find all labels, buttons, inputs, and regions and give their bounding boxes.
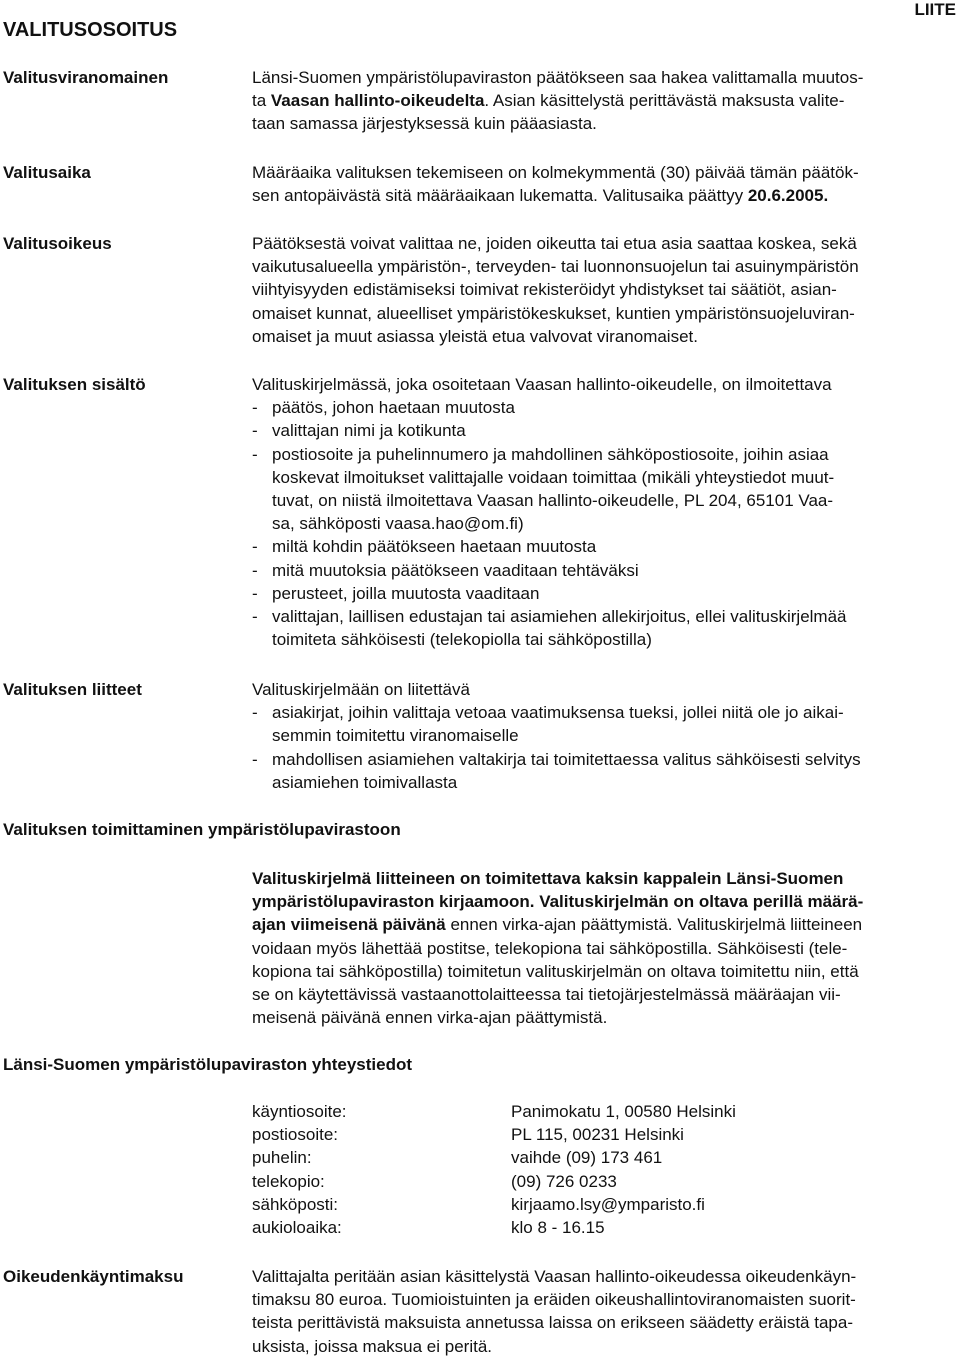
document-title: VALITUSOSOITUS [3,19,178,41]
text-line: ympäristölupaviraston kirjaamoon. Valituskirjelmän on oltava perillä määrä- [252,892,864,912]
label-valitusoikeus: Valitusoikeus [3,234,112,253]
text-line: meisenä päivänä ennen virka-ajan päättymistä. [252,1008,608,1028]
list-item: - postiosoite ja puhelinnumero ja mahdollinen sähköpostiosoite, joihin asiaa [252,444,829,464]
label-valituksen-sisalto: Valituksen sisältö [3,375,146,394]
list-item-continuation: tuvat, on niistä ilmoitettava Vaasan hallinto-oikeudelle, PL 204, 65101 Vaa- [272,490,834,510]
text-valitusviranomainen [252,66,960,136]
authority-name: Vaasan hallinto-oikeudelta [270,91,485,111]
text-line: taan samassa järjestyksessä kuin pääasiasta. [252,114,597,134]
list-item: - asiakirjat, joihin valittaja vetoaa vaatimuksensa tueksi, jollei niitä ole jo aikai- [252,703,844,723]
list-item-continuation: toimiteta sähköisesti (telekopiolla tai sähköpostilla) [272,630,652,650]
contact-table [252,1100,852,1239]
deadline-date: 20.6.2005. [747,186,829,206]
label-valituksen-liitteet: Valituksen liitteet [3,680,142,699]
text-line: Määräaika valituksen tekemiseen on kolmekymmentä (30) päivää tämän päätök- [252,163,859,182]
text-line: Valittajalta peritään asian käsittelystä Vaasan hallinto-oikeudessa oikeudenkäyn- [252,1267,857,1286]
text-valitusaika [252,161,960,207]
text-line: kopiona tai sähköpostilla) toimitetun valituskirjelmän on oltava toimitettu niin, että [252,961,859,981]
text-line: Valituskirjelmä liitteineen on toimitettava kaksin kappalein Länsi-Suomen [252,869,844,888]
text-oikeudenkayntimaksu [252,1265,960,1358]
label-valitusaika: Valitusaika [3,163,91,182]
heading-toimittaminen: Valituksen toimittaminen ympäristölupavirastoon [3,820,401,839]
text-line: ajan viimeisenä päivänä ennen virka-ajan päättymistä. Valituskirjelmä liitteineen [252,915,863,935]
list-item-continuation: koskevat ilmoitukset valittajalle voidaan toimittaa (mikäli yhteystiedot muut- [272,467,835,487]
text-line: ta Vaasan hallinto-oikeudelta. Asian käsittelystä perittävästä maksusta valite- [252,91,845,111]
list-item-continuation: semmin toimitettu viranomaiselle [272,726,519,746]
text-line: vaikutusalueella ympäristön-, terveyden- tai luonnonsuojelun tai asuinympäristön [252,257,859,277]
text-line: omaiset ja muut asiassa yleistä etua valvovat viranomaiset. [252,326,698,346]
list-item-continuation: asiamiehen toimivallasta [272,772,458,792]
appendix-label: LIITE [914,0,956,19]
list-item-continuation: sa, sähköposti vaasa.hao@om.fi) [272,514,524,534]
text-valituksen-sisalto [252,373,960,651]
text-line: se on käytettävissä vastaanottolaitteessa tai tietojärjestelmässä määräajan vii- [252,984,841,1004]
heading-yhteystiedot: Länsi-Suomen ympäristölupaviraston yhteystiedot [3,1055,413,1074]
list-item: - mitä muutoksia päätökseen vaaditaan tehtäväksi [252,560,639,580]
list-item: - perusteet, joilla muutosta vaaditaan [252,583,540,603]
text-line: viihtyisyyden edistämiseksi toimivat rekisteröidyt yhdistykset tai säätiöt, asian- [252,280,837,300]
text-line: Päätöksestä voivat valittaa ne, joiden oikeutta tai etua asia saattaa koskea, sekä [252,234,857,253]
text-valitusoikeus [252,232,960,348]
list-item: - miltä kohdin päätökseen haetaan muutosta [252,537,597,557]
text-line: teista perittävistä maksuista annetussa laissa on erikseen säädetty eräistä tapa- [252,1313,853,1333]
text-valituksen-liitteet [252,678,960,794]
label-valitusviranomainen: Valitusviranomainen [3,68,169,87]
contact-row: postiosoite: PL 115, 00231 Helsinki [252,1125,684,1145]
contact-row: telekopio: (09) 726 0233 [252,1171,617,1191]
list-item: - valittajan nimi ja kotikunta [252,421,466,441]
text-line: voidaan myös lähettää postitse, telekopiona tai sähköpostilla. Sähköisesti (tele- [252,938,848,958]
text-line: sen antopäivästä sitä määräaikaan lukematta. Valitusaika päättyy 20.6.2005. [252,186,829,206]
contact-row: sähköposti: kirjaamo.lsy@ymparisto.fi [252,1193,852,1216]
list-item: - valittajan, laillisen edustajan tai asiamiehen allekirjoitus, ellei valituskirjelmää [252,606,847,626]
text-line: timaksu 80 euroa. Tuomioistuinten ja eräiden oikeushallintoviranomaisten suorit- [252,1290,856,1310]
text-line: omaiset kunnat, alueelliset ympäristökeskukset, kuntien ympäristönsuojeluviran- [252,303,855,323]
contact-row: puhelin: vaihde (09) 173 461 [252,1148,663,1168]
list-item: - päätös, johon haetaan muutosta [252,398,515,418]
label-oikeudenkayntimaksu: Oikeudenkäyntimaksu [3,1267,184,1286]
text-line: Valituskirjelmään on liitettävä [252,680,470,699]
text-line: Valituskirjelmässä, joka osoitetaan Vaasan hallinto-oikeudelle, on ilmoitettava [252,375,832,394]
email-link[interactable]: kirjaamo.lsy@ymparisto.fi [511,1194,705,1214]
text-line: Länsi-Suomen ympäristölupaviraston päätökseen saa hakea valittamalla muutos- [252,68,864,87]
contact-row: aukioloaika: klo 8 - 16.15 [252,1217,605,1237]
list-item: - mahdollisen asiamiehen valtakirja tai toimitettaessa valitus sähköisesti selvitys [252,749,861,769]
text-line: uksista, joissa maksua ei peritä. [252,1336,492,1356]
contact-row: käyntiosoite: Panimokatu 1, 00580 Helsinki [252,1102,736,1121]
text-toimittaminen [252,867,960,1029]
